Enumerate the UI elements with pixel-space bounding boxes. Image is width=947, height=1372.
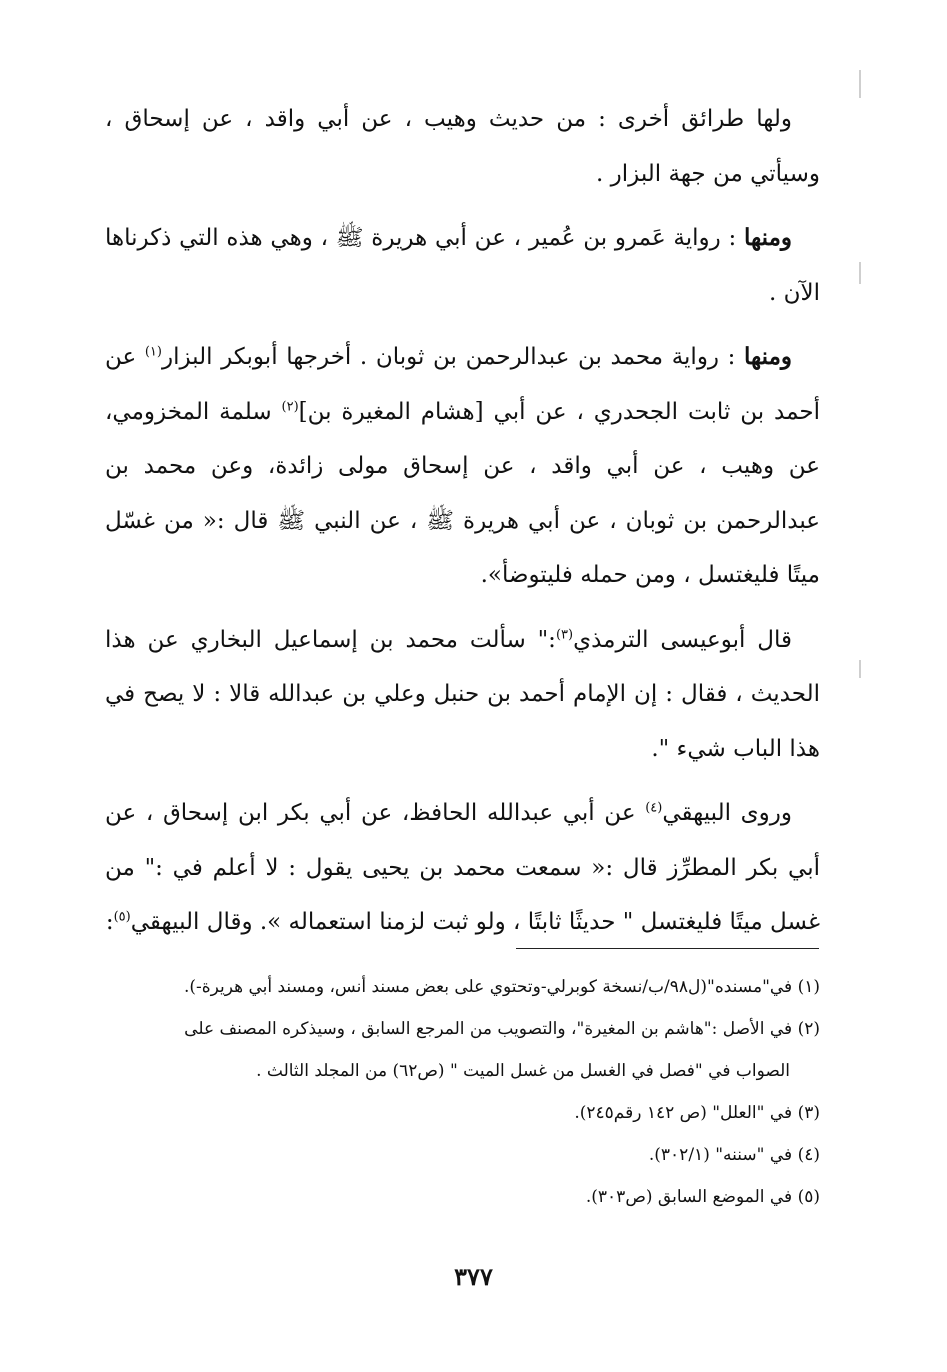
footnote-ref-3[interactable]: (٣) xyxy=(555,626,574,642)
scan-edge-mark-top xyxy=(859,70,861,98)
footnote-ref-5[interactable]: (٥) xyxy=(113,909,131,925)
paragraph-5-text-b: عن أبي عبدالله الحافظ، عن أبي بكر ابن إسحاق ، عن أبي بكر المطرِّز قال :« سمعت محمد بن يحيى يقول : لا أعلم في :" من غسل ميتًا فليغتسل " حديثًا ثابتًا ، ولو ثبت لزمنا استعماله ». وقال البيهقي xyxy=(105,800,820,935)
footnote-1: (١) في"مسنده"(ل٩٨/ب/نسخة كوبرلي-وتحتوي على بعض مسند أنس، ومسند أبي هريرة-). xyxy=(183,977,820,997)
scan-edge-mark-low xyxy=(859,660,861,678)
paragraph-3-text-c: سلمة المخزومي، عن وهيب ، عن أبي واقد ، عن إسحاق مولى زائدة، وعن محمد بن عبدالرحمن بن ثوبان ، عن أبي هريرة ﷺ ، عن النبي ﷺ قال :« من غسّل ميتًا فليغتسل ، ومن حمله فليتوضأ». xyxy=(105,398,820,588)
page-number: ٣٧٧ xyxy=(454,1262,493,1291)
paragraph-3-text-b: عن أحمد بن ثابت الجحدري ، عن أبي [هشام المغيرة بن] xyxy=(105,344,820,425)
footnote-2: (٢) في الأصل :"هاشم بن المغيرة"، والتصويب من المرجع السابق ، وسيذكره المصنف على xyxy=(184,1019,820,1039)
footnote-5: (٥) في الموضع السابق (ص٣٠٣). xyxy=(585,1187,820,1207)
paragraph-1 xyxy=(105,92,820,201)
footnote-separator xyxy=(516,948,819,949)
paragraph-3-lead: ومنها xyxy=(744,343,792,370)
paragraph-4 xyxy=(105,613,820,777)
paragraph-4-text-a: قال أبوعيسى الترمذي xyxy=(573,626,792,653)
paragraph-4-text-b: :" سألت محمد بن إسماعيل البخاري عن هذا الحديث ، فقال : إن الإمام أحمد بن حنبل وعلي بن عبدالله قالا : لا يصح في هذا الباب شيء ". xyxy=(105,626,820,762)
paragraph-5-text-c: : xyxy=(105,909,114,935)
scan-edge-mark-mid xyxy=(859,262,861,284)
paragraph-2 xyxy=(105,211,820,320)
footnote-ref-4[interactable]: (٤) xyxy=(645,800,663,816)
footnote-2-continuation: الصواب في "فصل في الغسل من غسل الميت " (ص٦٢) من المجلد الثالث . xyxy=(256,1061,790,1081)
paragraph-3 xyxy=(105,330,820,603)
footnotes xyxy=(105,966,820,1218)
paragraph-2-text: : رواية عَمرو بن عُمير ، عن أبي هريرة ﷺ ، وهي هذه التي ذكرناها الآن . xyxy=(105,225,820,306)
paragraph-2-lead: ومنها xyxy=(744,224,792,251)
footnote-3: (٣) في "العلل" (ص ١٤٢ رقم٢٤٥). xyxy=(574,1103,820,1123)
paragraph-5 xyxy=(105,786,820,950)
footnote-ref-2[interactable]: (٢) xyxy=(281,398,299,414)
paragraph-3-text-a: : رواية محمد بن عبدالرحمن بن ثوبان . أخرجها أبوبكر البزار xyxy=(161,344,745,370)
main-text xyxy=(105,92,820,960)
footnote-ref-1[interactable]: (١) xyxy=(144,344,162,360)
footnote-4: (٤) في "سننه" (٣٠٢/١). xyxy=(648,1145,820,1165)
paragraph-5-text-a: وروى البيهقي xyxy=(662,800,792,826)
paragraph-1-text: ولها طرائق أخرى : من حديث وهيب ، عن أبي واقد ، عن إسحاق ، وسيأتي من جهة البزار . xyxy=(105,106,820,187)
